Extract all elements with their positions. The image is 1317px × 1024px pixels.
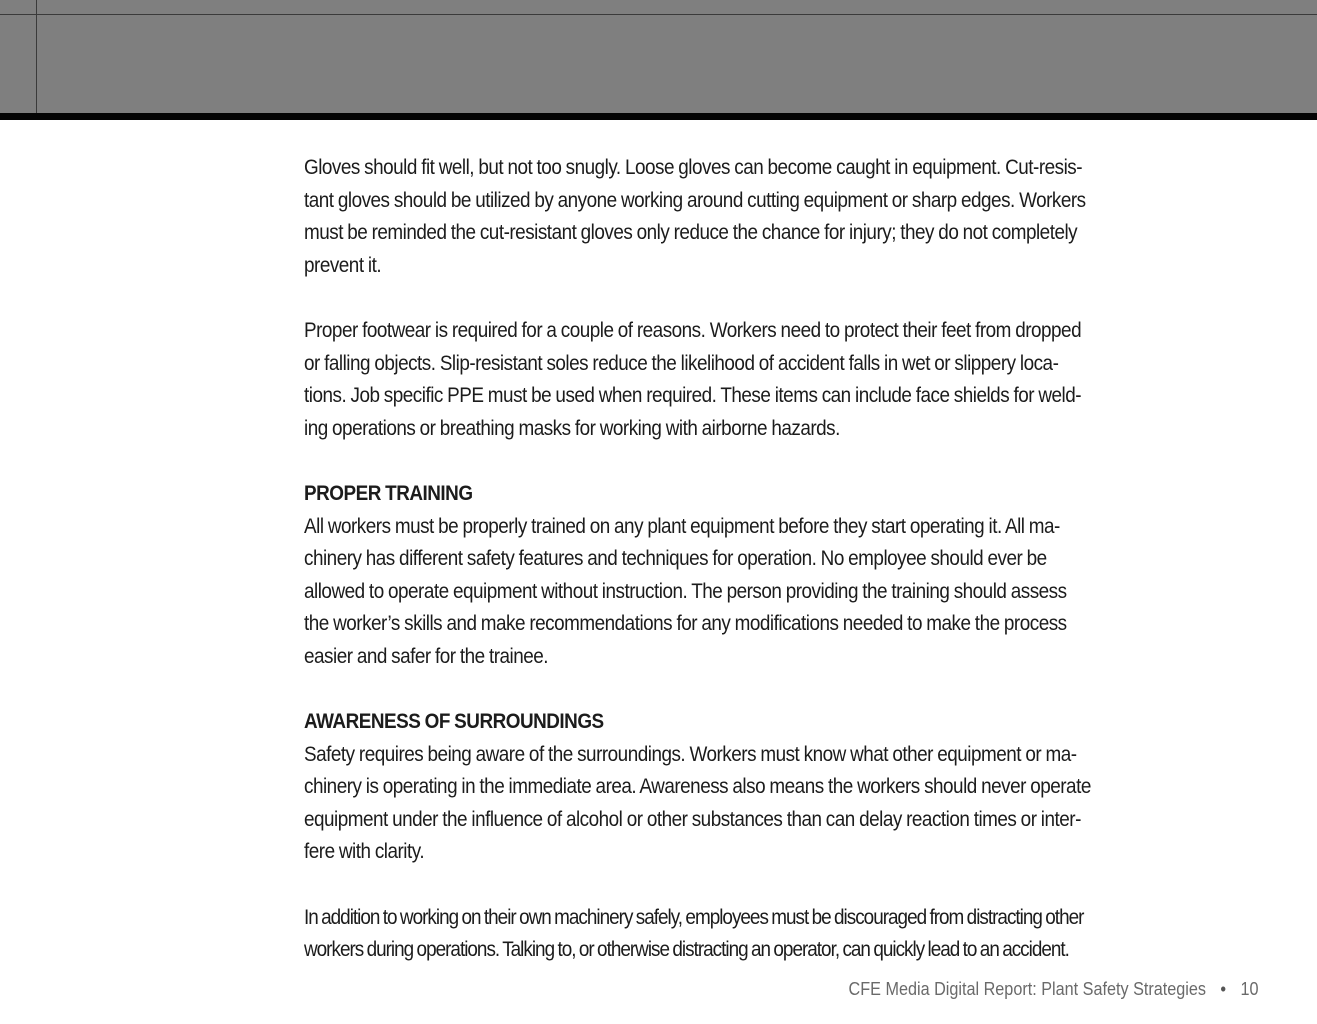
section-awareness-of-surroundings [304,706,1264,869]
paragraph-text [304,152,1263,282]
text-line: tant gloves should be utilized by anyone working around cutting equipment or sharp edges. Workers [304,188,1086,212]
section-heading: AWARENESS OF SURROUNDINGS [304,710,604,734]
text-line: Proper footwear is required for a couple of reasons. Workers need to protect their feet from dropped [304,318,1082,342]
article-body [304,152,1264,967]
text-line: prevent it. [304,253,382,277]
section-proper-training [304,478,1264,674]
page-footer [849,979,1259,1000]
paragraph-text [304,902,1263,967]
text-line: chinery has different safety features and techniques for operation. No employee should ever be [304,547,1047,571]
text-line: In addition to working on their own machinery safely, employees must be discouraged from distracting other [304,905,1084,929]
footer-separator: • [1220,979,1227,999]
text-line: ing operations or breathing masks for working with airborne hazards. [304,416,840,440]
paragraph-footwear [304,315,1264,445]
text-line: equipment under the influence of alcohol or other substances than can delay reaction times or inter- [304,807,1081,831]
header-divider-vertical [36,0,37,115]
text-line: Gloves should fit well, but not too snugly. Loose gloves can become caught in equipment. Cut-resis- [304,156,1083,179]
header-band [0,0,1317,115]
text-line: must be reminded the cut-resistant gloves only reduce the chance for injury; they do not completely [304,221,1078,245]
section-heading: PROPER TRAINING [304,481,473,505]
text-line: the worker’s skills and make recommendations for any modifications needed to make the process [304,612,1067,636]
text-line: Safety requires being aware of the surroundings. Workers must know what other equipment or ma- [304,742,1077,766]
text-line: All workers must be properly trained on any plant equipment before they start operating it. All ma- [304,514,1060,538]
footer-report-title: CFE Media Digital Report: Plant Safety Strategies [849,979,1207,999]
text-line: chinery is operating in the immediate area. Awareness also means the workers should never operate [304,775,1091,799]
header-rule [0,113,1317,120]
section-text [304,478,1263,674]
text-line: workers during operations. Talking to, or otherwise distracting an operator, can quickly lead to an accident. [304,938,1069,962]
header-divider-horizontal [0,14,1317,15]
paragraph-gloves [304,152,1264,282]
section-text [304,706,1263,869]
text-line: allowed to operate equipment without instruction. The person providing the training should assess [304,579,1067,603]
text-line: easier and safer for the trainee. [304,644,549,668]
paragraph-text [304,315,1263,445]
paragraph-distractions [304,902,1264,967]
text-line: or falling objects. Slip-resistant soles reduce the likelihood of accident falls in wet or slippery loca- [304,351,1059,375]
page-number: 10 [1240,979,1259,999]
text-line: fere with clarity. [304,840,425,864]
text-line: tions. Job specific PPE must be used when required. These items can include face shields for weld- [304,384,1082,408]
